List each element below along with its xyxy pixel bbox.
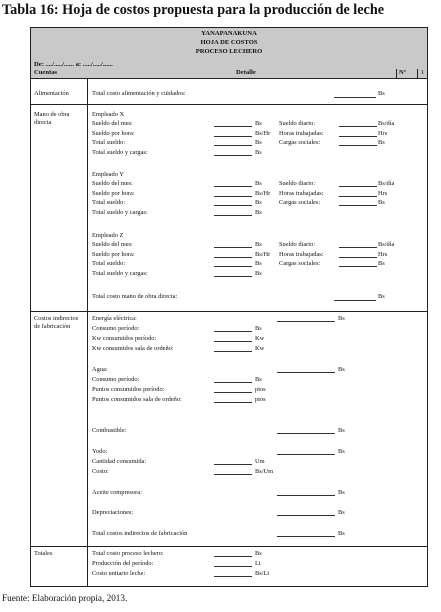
unit-label: Bs — [338, 315, 345, 322]
unit-label: Bs — [378, 199, 385, 207]
field-label: Total sueldo: — [92, 199, 126, 207]
field-label: Costo unitario leche: — [92, 570, 146, 577]
input-blank[interactable] — [339, 266, 377, 267]
unit-label: Bs — [255, 208, 262, 216]
column-header — [31, 69, 427, 79]
date-range: De: ..../...../...... a: ...../...../...... — [34, 61, 113, 68]
field-label: Total costo mano de obra directa: — [92, 293, 178, 300]
unit-label: Bs/día — [378, 120, 395, 127]
account-totales: Totales — [34, 550, 53, 557]
unit-label: Hrs — [378, 189, 388, 197]
field-label: Cargas sociales: — [279, 260, 321, 268]
unit-label: Hrs — [378, 129, 388, 137]
input-blank[interactable] — [214, 392, 252, 393]
unit-label: Bs — [255, 180, 262, 187]
field-label: Sueldo por hora: — [92, 250, 135, 258]
unit-label: ptos — [255, 386, 266, 393]
unit-label: Bs — [255, 120, 262, 127]
input-blank[interactable] — [334, 97, 376, 98]
col-cuentas: Cuentas — [34, 69, 58, 76]
field-label: Energía eléctrica: — [92, 315, 137, 322]
input-blank[interactable] — [214, 215, 252, 216]
input-blank[interactable] — [339, 196, 377, 197]
sheet-name: HOJA DE COSTOS — [200, 39, 258, 46]
unit-label: Bs/día — [378, 241, 395, 248]
field-label: Total sueldo y cargas: — [92, 208, 148, 216]
account-indirectos: Costos indirectos — [34, 315, 79, 322]
input-blank[interactable] — [214, 145, 252, 146]
field-label: Sueldo diario: — [279, 120, 316, 127]
unit-label: Bs — [338, 366, 345, 373]
unit-label: Bs — [338, 448, 345, 455]
row-divider — [31, 311, 427, 312]
input-blank[interactable] — [214, 136, 252, 137]
unit-label: Bs — [338, 489, 345, 496]
field-label: Total costos indirectos de fabricación — [92, 530, 188, 537]
field-label: Horas trabajadas: — [279, 250, 324, 258]
unit-label: Bs — [338, 509, 345, 516]
field-label: Sueldo del mes: — [92, 241, 133, 248]
field-label: Horas trabajadas: — [279, 129, 324, 137]
input-blank[interactable] — [214, 186, 252, 187]
unit-label: Bs/Hr — [255, 250, 271, 258]
field-label: Combustible: — [92, 427, 127, 434]
table-title: Tabla 16: Hoja de costos propuesta para la producción de leche — [2, 2, 385, 18]
input-blank[interactable] — [214, 576, 252, 577]
employee-name: Empleado X — [92, 111, 125, 118]
input-blank[interactable] — [214, 266, 252, 267]
field-label: Agua: — [92, 366, 108, 373]
input-blank[interactable] — [214, 341, 252, 342]
input-blank[interactable] — [214, 402, 252, 403]
field-label: Total sueldo: — [92, 260, 126, 268]
input-blank[interactable] — [339, 126, 377, 127]
unit-label: Bs — [378, 139, 385, 147]
unit-label: Lt — [255, 560, 261, 567]
col-numero: N° — [396, 69, 418, 78]
unit-label: Bs/Hr — [255, 129, 271, 137]
input-blank[interactable] — [277, 454, 335, 455]
field-label: Sueldo del mes: — [92, 120, 133, 127]
account-indirectos-2: de fabricación — [34, 323, 71, 330]
unit-label: Bs — [378, 260, 385, 268]
field-label: Yodo: — [92, 448, 108, 455]
field-label: Sueldo diario: — [279, 241, 316, 248]
field-label: Sueldo diario: — [279, 180, 316, 187]
input-blank[interactable] — [214, 205, 252, 206]
unit-label: Bs — [338, 530, 345, 537]
unit-label: Kw — [255, 335, 265, 342]
input-blank[interactable] — [214, 196, 252, 197]
unit-label: Bs — [255, 139, 262, 147]
unit-label: Bs/Hr — [255, 189, 271, 197]
unit-label: Kw — [255, 345, 265, 352]
field-label: Total costo alimentación y cuidados: — [92, 90, 186, 97]
input-blank[interactable] — [214, 247, 252, 248]
row-divider — [31, 546, 427, 547]
input-blank[interactable] — [277, 495, 335, 496]
unit-label: Bs — [255, 269, 262, 277]
field-label: Costo: — [92, 468, 109, 475]
input-blank[interactable] — [277, 536, 335, 537]
col-detalle: Detalle — [236, 69, 256, 76]
unit-label: Bs — [378, 90, 385, 97]
input-blank[interactable] — [214, 556, 252, 557]
source-note: Fuente: Elaboración propia, 2013. — [2, 593, 128, 603]
field-label: Kw consumidos período: — [92, 335, 157, 342]
field-label: Total sueldo: — [92, 139, 126, 147]
field-label: Consumo período: — [92, 376, 140, 383]
unit-label: Bs — [255, 148, 262, 156]
input-blank[interactable] — [214, 464, 252, 465]
field-label: Horas trabajadas: — [279, 189, 324, 197]
page-number: 1 — [421, 69, 425, 76]
field-label: Producción del período: — [92, 560, 154, 567]
unit-label: Bs — [255, 376, 262, 383]
input-blank[interactable] — [214, 155, 252, 156]
unit-label: Bs — [338, 427, 345, 434]
field-label: Total costo proceso lechero: — [92, 550, 164, 557]
unit-label: ptos — [255, 396, 266, 403]
field-label: Sueldo del mes: — [92, 180, 133, 187]
field-label: Sueldo por hora: — [92, 189, 135, 197]
field-label: Aceite compresora: — [92, 489, 142, 496]
field-label: Consumo período: — [92, 325, 140, 332]
input-blank[interactable] — [214, 474, 252, 475]
field-label: Puntos consumidos período: — [92, 386, 165, 393]
company-name: YANAPANAKUNA — [201, 30, 257, 37]
input-blank[interactable] — [339, 136, 377, 137]
unit-label: Bs — [255, 325, 262, 332]
input-blank[interactable] — [214, 126, 252, 127]
input-blank[interactable] — [339, 257, 377, 258]
input-blank[interactable] — [334, 300, 376, 301]
unit-label: Hrs — [378, 250, 388, 258]
field-label: Cantidad consumida: — [92, 458, 147, 465]
unit-label: Bs/Lt — [255, 570, 270, 577]
unit-label: Bs/Um — [255, 468, 274, 475]
row-divider — [31, 104, 427, 105]
input-blank[interactable] — [339, 186, 377, 187]
input-blank[interactable] — [214, 276, 252, 277]
input-blank[interactable] — [339, 145, 377, 146]
account-alimentacion: Alimentación — [34, 90, 69, 97]
input-blank[interactable] — [214, 331, 252, 332]
process-name: PROCESO LECHERO — [195, 48, 263, 55]
account-mano-obra: Mano de obra — [34, 111, 70, 118]
column-divider — [87, 79, 88, 587]
input-blank[interactable] — [277, 433, 335, 434]
form-header — [31, 28, 427, 70]
field-label: Total sueldo y cargas: — [92, 148, 148, 156]
unit-label: Bs — [255, 199, 262, 207]
input-blank[interactable] — [214, 382, 252, 383]
input-blank[interactable] — [277, 321, 335, 322]
employee-name: Empleado Z — [92, 232, 124, 239]
field-label: Sueldo por hora: — [92, 129, 135, 137]
input-blank[interactable] — [339, 205, 377, 206]
account-mano-obra-2: directa — [34, 119, 52, 126]
field-label: Kw consumidos sala de ordeño: — [92, 345, 174, 352]
unit-label: Um — [255, 458, 265, 465]
input-blank[interactable] — [214, 566, 252, 567]
input-blank[interactable] — [214, 257, 252, 258]
input-blank[interactable] — [339, 247, 377, 248]
employee-name: Empleado Y — [92, 171, 124, 178]
cost-sheet-form — [30, 27, 428, 587]
field-label: Puntos consumidos sala de ordeño: — [92, 396, 182, 403]
field-label: Cargas sociales: — [279, 199, 321, 207]
field-label: Depreciaciones: — [92, 509, 134, 516]
input-blank[interactable] — [277, 515, 335, 516]
unit-label: Bs — [255, 241, 262, 248]
input-blank[interactable] — [277, 372, 335, 373]
field-label: Total sueldo y cargas: — [92, 269, 148, 277]
unit-label: Bs — [378, 293, 385, 300]
unit-label: Bs — [255, 260, 262, 268]
unit-label: Bs — [255, 550, 262, 557]
unit-label: Bs/día — [378, 180, 395, 187]
input-blank[interactable] — [214, 351, 252, 352]
field-label: Cargas sociales: — [279, 139, 321, 147]
